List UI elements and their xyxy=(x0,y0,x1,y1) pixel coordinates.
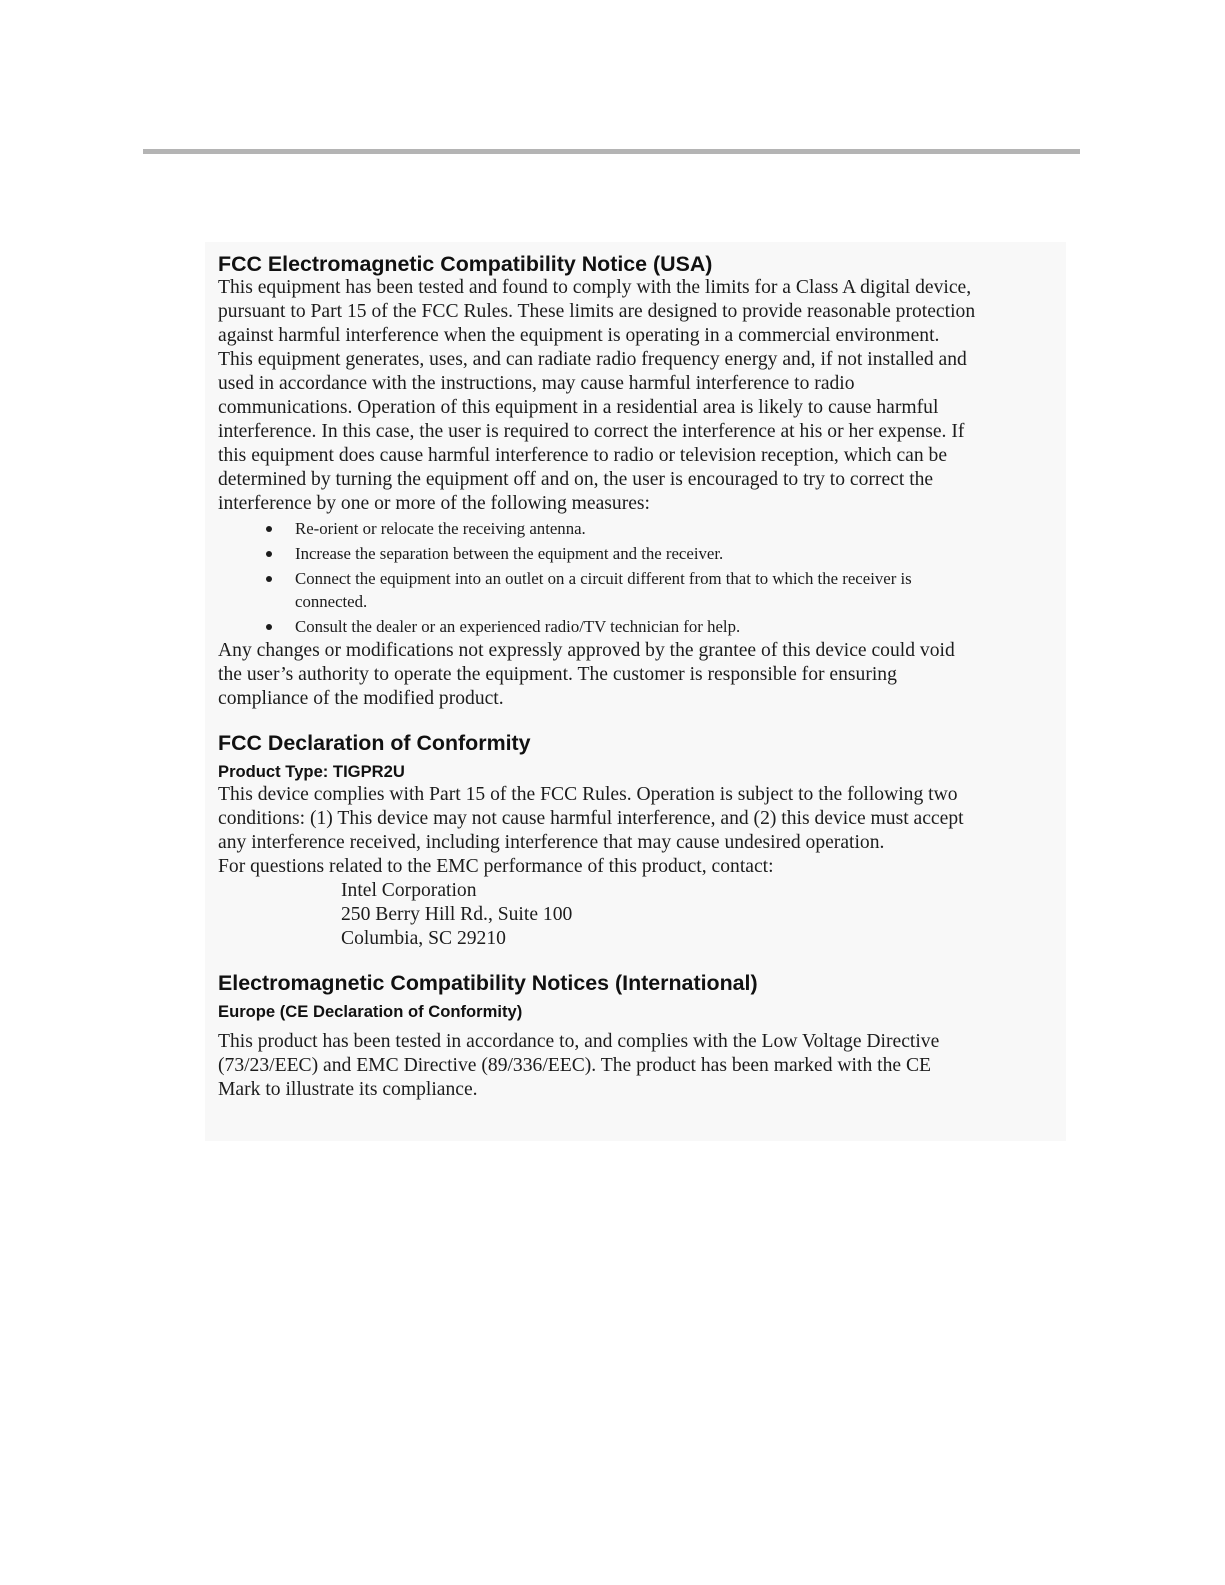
list-item-text: Connect the equipment into an outlet on a circuit different from that to which the receiver is xyxy=(295,569,912,588)
international-heading: Electromagnetic Compatibility Notices (International) xyxy=(218,971,758,995)
paragraph-line: This product has been tested in accordance to, and complies with the Low Voltage Directive xyxy=(218,1031,940,1052)
paragraph-line: This device complies with Part 15 of the FCC Rules. Operation is subject to the following two xyxy=(218,784,958,805)
list-item xyxy=(295,567,1066,613)
fcc-usa-closing-paragraph xyxy=(218,639,1066,711)
list-item xyxy=(295,517,1066,540)
paragraph-line: any interference received, including interference that may cause undesired operation. xyxy=(218,832,885,853)
paragraph-line: the user’s authority to operate the equipment. The customer is responsible for ensuring xyxy=(218,664,897,685)
measures-list xyxy=(218,517,1066,638)
paragraph-line: For questions related to the EMC performance of this product, contact: xyxy=(218,856,774,877)
fcc-declaration-heading: FCC Declaration of Conformity xyxy=(218,731,531,755)
bullet-icon xyxy=(266,576,272,582)
paragraph-line: compliance of the modified product. xyxy=(218,688,504,709)
europe-paragraph xyxy=(218,1030,1066,1102)
paragraph-line: Any changes or modifications not expressly approved by the grantee of this device could void xyxy=(218,640,955,661)
paragraph-line: communications. Operation of this equipment in a residential area is likely to cause harmful xyxy=(218,397,939,418)
paragraph-line: this equipment does cause harmful interference to radio or television reception, which can be xyxy=(218,445,948,466)
fcc-usa-intro-paragraph xyxy=(218,276,1066,516)
paragraph-line: interference. In this case, the user is required to correct the interference at his or her expense. If xyxy=(218,421,965,442)
address-line: Intel Corporation xyxy=(341,880,477,901)
paragraph-line: interference by one or more of the following measures: xyxy=(218,493,650,514)
fcc-declaration-paragraph xyxy=(218,783,1066,879)
bullet-icon xyxy=(266,624,272,630)
paragraph-line: used in accordance with the instructions, may cause harmful interference to radio xyxy=(218,373,855,394)
bullet-icon xyxy=(266,526,272,532)
fcc-usa-heading: FCC Electromagnetic Compatibility Notice (USA) xyxy=(218,252,713,276)
address-line: 250 Berry Hill Rd., Suite 100 xyxy=(341,904,573,925)
bullet-icon xyxy=(266,551,272,557)
header-rule xyxy=(143,149,1080,154)
paragraph-line: conditions: (1) This device may not cause harmful interference, and (2) this device must accept xyxy=(218,808,964,829)
content-panel xyxy=(205,242,1066,1141)
europe-heading: Europe (CE Declaration of Conformity) xyxy=(218,1002,523,1021)
product-type-label: Product Type: TIGPR2U xyxy=(218,762,405,781)
list-item xyxy=(295,615,1066,638)
paragraph-line: determined by turning the equipment off and on, the user is encouraged to try to correct the xyxy=(218,469,934,490)
contact-address xyxy=(218,879,1066,951)
list-item xyxy=(295,542,1066,565)
list-item-text: Increase the separation between the equipment and the receiver. xyxy=(295,544,724,563)
paragraph-line: This equipment generates, uses, and can radiate radio frequency energy and, if not installed and xyxy=(218,349,967,370)
paragraph-line: (73/23/EEC) and EMC Directive (89/336/EEC). The product has been marked with the CE xyxy=(218,1055,932,1076)
paragraph-line: Mark to illustrate its compliance. xyxy=(218,1079,478,1100)
paragraph-line: This equipment has been tested and found to comply with the limits for a Class A digital device, xyxy=(218,277,972,298)
list-item-text: Consult the dealer or an experienced radio/TV technician for help. xyxy=(295,617,741,636)
list-item-text: Re-orient or relocate the receiving antenna. xyxy=(295,519,586,538)
address-line: Columbia, SC 29210 xyxy=(341,928,506,949)
paragraph-line: pursuant to Part 15 of the FCC Rules. These limits are designed to provide reasonable protection xyxy=(218,301,976,322)
paragraph-line: against harmful interference when the equipment is operating in a commercial environment. xyxy=(218,325,940,346)
list-item-text: connected. xyxy=(295,592,368,611)
